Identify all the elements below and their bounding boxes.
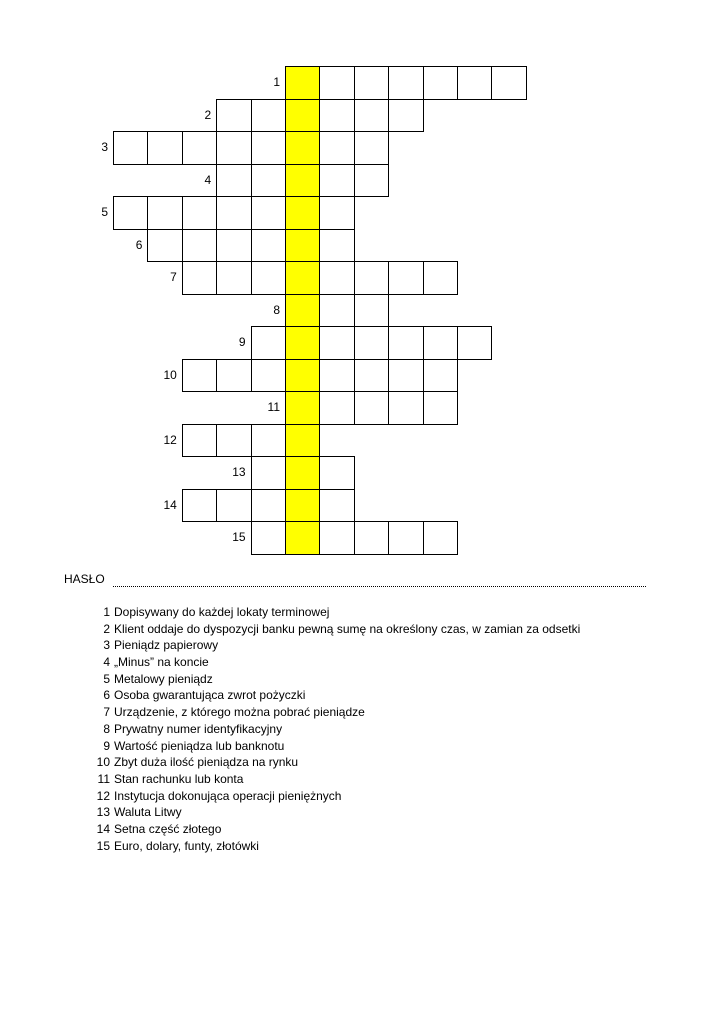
crossword-cell[interactable]	[216, 229, 251, 263]
crossword-cell[interactable]	[113, 131, 148, 165]
crossword-cell[interactable]	[113, 196, 148, 230]
crossword-cell[interactable]	[319, 164, 354, 198]
clue-text: Dopisywany do każdej lokaty terminowej	[114, 605, 330, 619]
clue-text: Stan rachunku lub konta	[114, 771, 244, 786]
clue-text: Urządzenie, z którego można pobrać pieniądze	[114, 705, 365, 720]
crossword-cell[interactable]	[354, 521, 389, 555]
crossword-cell[interactable]	[182, 229, 217, 263]
crossword-cell[interactable]	[354, 164, 389, 198]
crossword-cell[interactable]	[182, 131, 217, 165]
clue-item	[84, 621, 580, 638]
crossword-cell[interactable]	[388, 359, 423, 393]
clue-number: 5	[103, 671, 110, 686]
key-cell[interactable]	[285, 294, 320, 328]
clue-text: Prywatny numer identyfikacyjny	[114, 721, 283, 736]
crossword-cell[interactable]	[216, 424, 251, 458]
crossword-cell[interactable]	[216, 196, 251, 230]
key-cell[interactable]	[285, 164, 320, 198]
row-number: 12	[163, 432, 177, 447]
crossword-cell[interactable]	[251, 164, 286, 198]
haslo-label: HASŁO	[64, 572, 105, 586]
clue-list	[84, 604, 580, 854]
clue-number: 8	[103, 721, 110, 736]
crossword-cell[interactable]	[319, 261, 354, 295]
row-number: 9	[238, 335, 246, 349]
crossword-cell[interactable]	[182, 359, 217, 393]
crossword-cell[interactable]	[388, 261, 423, 295]
clue-item	[84, 738, 580, 755]
clue-number: 1	[103, 605, 110, 619]
clue-text: Osoba gwarantująca zwrot pożyczki	[114, 688, 306, 703]
crossword-cell[interactable]	[147, 131, 182, 165]
crossword-cell[interactable]	[251, 489, 286, 523]
crossword-cell[interactable]	[423, 359, 458, 393]
clue-item	[84, 687, 580, 704]
crossword-cell[interactable]	[216, 164, 251, 198]
crossword-cell[interactable]	[182, 424, 217, 458]
clue-item	[84, 771, 580, 788]
key-cell[interactable]	[285, 489, 320, 523]
crossword-cell[interactable]	[319, 391, 354, 425]
key-cell[interactable]	[285, 521, 320, 555]
crossword-cell[interactable]	[319, 456, 354, 490]
clue-number: 7	[103, 705, 110, 720]
crossword-cell[interactable]	[216, 131, 251, 165]
row-number: 10	[163, 367, 177, 382]
key-cell[interactable]	[285, 131, 320, 165]
row-number: 13	[232, 465, 246, 479]
clue-text: Waluta Litwy	[114, 805, 182, 820]
key-cell[interactable]	[285, 261, 320, 295]
crossword-cell[interactable]	[147, 196, 182, 230]
crossword-cell[interactable]	[423, 521, 458, 555]
crossword-cell[interactable]	[319, 489, 354, 523]
crossword-cell[interactable]	[251, 229, 286, 263]
clue-text: „Minus” na koncie	[114, 655, 209, 670]
crossword-cell[interactable]	[354, 99, 389, 133]
crossword-cell[interactable]	[319, 131, 354, 165]
key-cell[interactable]	[285, 196, 320, 230]
clue-item	[84, 671, 580, 688]
crossword-cell[interactable]	[251, 99, 286, 133]
crossword-cell[interactable]	[251, 424, 286, 458]
crossword-cell[interactable]	[491, 66, 526, 100]
crossword-cell[interactable]	[319, 294, 354, 328]
crossword-cell[interactable]	[251, 326, 286, 360]
clue-number: 4	[103, 655, 110, 670]
crossword-cell[interactable]	[319, 359, 354, 393]
crossword-cell[interactable]	[251, 196, 286, 230]
crossword-cell[interactable]	[319, 521, 354, 555]
key-cell[interactable]	[285, 99, 320, 133]
row-number: 6	[135, 237, 143, 252]
crossword-cell[interactable]	[319, 326, 354, 360]
crossword-cell[interactable]	[354, 359, 389, 393]
row-number: 5	[101, 205, 108, 219]
clue-text: Setna część złotego	[114, 821, 222, 836]
clue-text: Wartość pieniądza lub banknotu	[114, 738, 285, 753]
crossword-cell[interactable]	[319, 99, 354, 133]
crossword-cell[interactable]	[354, 131, 389, 165]
key-cell[interactable]	[285, 456, 320, 490]
clue-number: 2	[103, 621, 110, 636]
clue-text: Zbyt duża ilość pieniądza na rynku	[114, 755, 299, 770]
haslo-answer-line[interactable]	[113, 586, 646, 587]
clue-number: 6	[103, 688, 110, 703]
crossword-cell[interactable]	[319, 196, 354, 230]
crossword-cell[interactable]	[216, 359, 251, 393]
clue-text: Klient oddaje do dyspozycji banku pewną sumę na określony czas, w zamian za odsetki	[114, 621, 581, 636]
clue-item	[84, 838, 580, 855]
crossword-cell[interactable]	[251, 261, 286, 295]
crossword-cell[interactable]	[216, 261, 251, 295]
row-number: 8	[273, 302, 280, 317]
clue-number: 11	[97, 771, 110, 786]
crossword-cell[interactable]	[319, 66, 354, 100]
clue-text: Metalowy pieniądz	[114, 671, 213, 686]
clue-item	[84, 654, 580, 671]
crossword-cell[interactable]	[388, 99, 423, 133]
row-number: 2	[204, 107, 212, 122]
clue-text: Euro, dolary, funty, złotówki	[114, 838, 259, 853]
crossword-cell[interactable]	[319, 229, 354, 263]
key-cell[interactable]	[285, 229, 320, 263]
crossword-cell[interactable]	[423, 66, 458, 100]
crossword-cell[interactable]	[388, 391, 423, 425]
crossword-cell[interactable]	[147, 229, 182, 263]
row-number: 3	[101, 140, 108, 154]
clue-text: Pieniądz papierowy	[114, 638, 219, 653]
clue-number: 13	[96, 805, 110, 820]
row-number: 7	[170, 270, 177, 284]
key-cell[interactable]	[285, 391, 320, 425]
crossword-cell[interactable]	[251, 521, 286, 555]
crossword-cell[interactable]	[182, 489, 217, 523]
clue-number: 3	[103, 638, 110, 653]
key-cell[interactable]	[285, 359, 320, 393]
row-number: 1	[273, 75, 280, 89]
crossword-cell[interactable]	[182, 196, 217, 230]
clue-number: 12	[96, 788, 110, 803]
crossword-cell[interactable]	[388, 66, 423, 100]
row-number: 4	[204, 172, 212, 187]
clue-item	[84, 704, 580, 721]
crossword-cell[interactable]	[354, 294, 389, 328]
crossword-cell[interactable]	[423, 261, 458, 295]
crossword-cell[interactable]	[354, 66, 389, 100]
clue-number: 9	[103, 738, 110, 753]
key-cell[interactable]	[285, 66, 320, 100]
crossword-cell[interactable]	[354, 391, 389, 425]
clue-item	[84, 788, 580, 805]
row-number: 14	[163, 497, 177, 512]
crossword-cell[interactable]	[354, 326, 389, 360]
clue-item	[84, 721, 580, 738]
clue-number: 14	[96, 821, 110, 836]
crossword-cell[interactable]	[251, 131, 286, 165]
crossword-cell[interactable]	[251, 456, 286, 490]
crossword-cell[interactable]	[216, 489, 251, 523]
key-cell[interactable]	[285, 326, 320, 360]
row-number: 15	[232, 530, 246, 544]
clue-number: 10	[96, 755, 110, 770]
clue-item	[84, 754, 580, 771]
crossword-cell[interactable]	[423, 326, 458, 360]
crossword-cell[interactable]	[182, 261, 217, 295]
crossword-cell[interactable]	[457, 326, 492, 360]
crossword-cell[interactable]	[251, 359, 286, 393]
crossword-cell[interactable]	[354, 261, 389, 295]
crossword-cell[interactable]	[388, 521, 423, 555]
key-cell[interactable]	[285, 424, 320, 458]
clue-item	[84, 637, 580, 654]
row-number: 11	[267, 400, 280, 414]
crossword-cell[interactable]	[388, 326, 423, 360]
crossword-cell[interactable]	[423, 391, 458, 425]
clue-item	[84, 821, 580, 838]
crossword-cell[interactable]	[457, 66, 492, 100]
clue-item	[84, 804, 580, 821]
clue-number: 15	[96, 838, 110, 853]
crossword-cell[interactable]	[216, 99, 251, 133]
clue-item	[84, 604, 580, 621]
clue-text: Instytucja dokonująca operacji pieniężnych	[114, 788, 342, 803]
